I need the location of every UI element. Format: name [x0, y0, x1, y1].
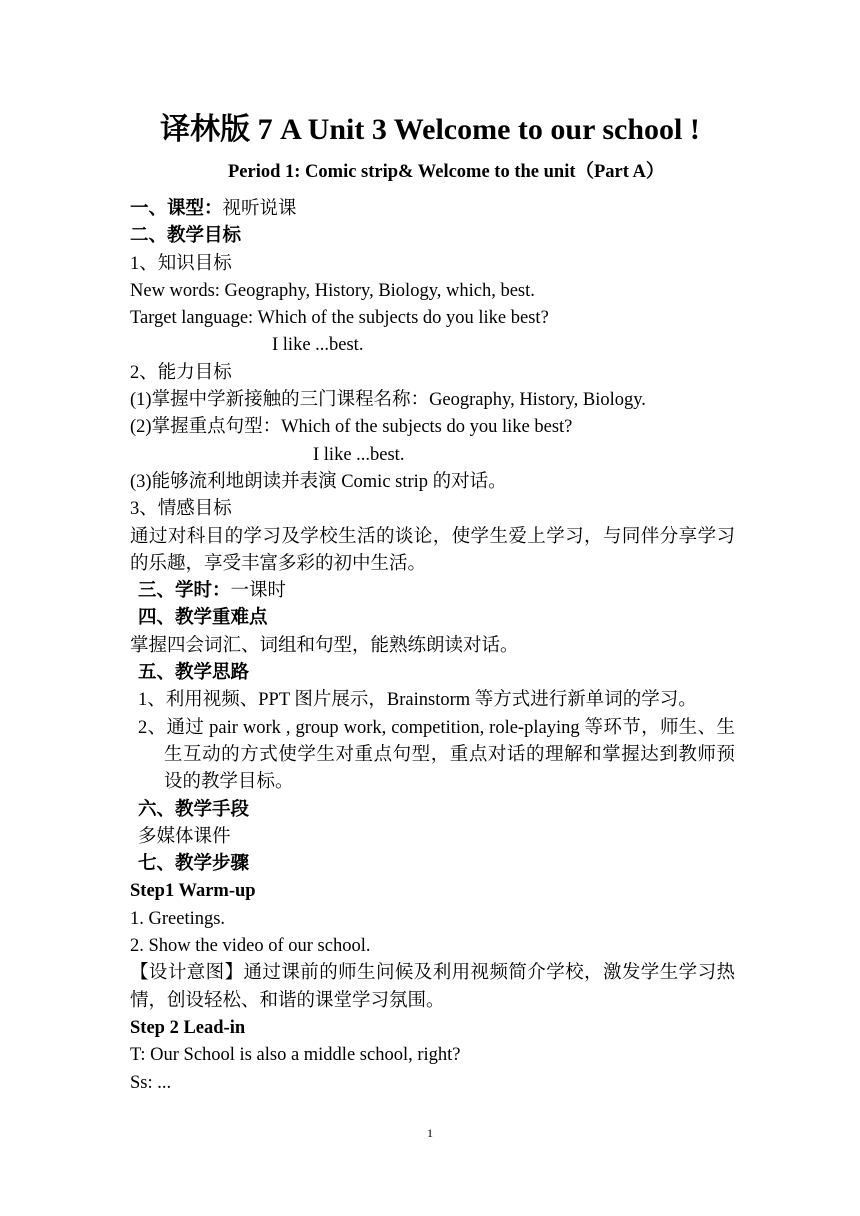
ability-item-2: (2)掌握重点句型：Which of the subjects do you like best?: [130, 417, 573, 438]
means-heading: 六、教学手段: [138, 799, 250, 820]
emotion-heading: 3、情感目标: [130, 499, 232, 520]
steps-heading: 七、教学步骤: [138, 854, 250, 875]
document-subtitle: Period 1: Comic strip& Welcome to the unit（Part A）: [228, 162, 665, 182]
lesson-type-value: 视听说课: [222, 199, 297, 219]
hours-value: 一课时: [230, 581, 287, 602]
ability-item-2-reply: I like ...best.: [313, 444, 405, 465]
objectives-heading: 二、教学目标: [130, 226, 242, 247]
step1-heading: Step1 Warm-up: [130, 881, 256, 902]
step1-intent: 【设计意图】通过课前的师生问候及利用视频简介学校，激发学生学习热情，创设轻松、和谐的课堂学习氛围。: [130, 963, 735, 1011]
knowledge-heading: 1、知识目标: [130, 253, 232, 274]
key-points-text: 掌握四会词汇、词组和句型，能熟练朗读对话。: [130, 635, 519, 656]
ideas-item-2: 2、通过 pair work , group work, competition, role-playing 等环节，师生、生生互动的方式使学生对重点句型，重点对话的理解和掌握达到教师预设的教学目标。: [138, 717, 735, 793]
ability-item-1: (1)掌握中学新接触的三门课程名称：Geography, History, Biology.: [130, 390, 646, 411]
hours-line: [130, 578, 735, 605]
ability-heading: 2、能力目标: [130, 362, 232, 383]
target-reply-line: I like ...best.: [272, 335, 364, 356]
key-points-heading: 四、教学重难点: [138, 608, 268, 629]
hours-label: 三、学时：: [138, 581, 231, 602]
step2-teacher-line: T: Our School is also a middle school, right?: [130, 1045, 461, 1066]
lesson-type-line: [130, 196, 735, 223]
document-title: 译林版 7 A Unit 3 Welcome to our school !: [160, 113, 700, 146]
step2-students-line: Ss: ...: [130, 1072, 172, 1093]
target-language-line: Target language: Which of the subjects do you like best?: [130, 308, 549, 329]
emotion-text: 通过对科目的学习及学校生活的谈论，使学生爱上学习，与同伴分享学习的乐趣，享受丰富多彩的初中生活。: [130, 526, 735, 574]
step1-item-2: 2. Show the video of our school.: [130, 936, 371, 957]
page-number: 1: [427, 1126, 433, 1140]
step1-item-1: 1. Greetings.: [130, 908, 226, 929]
ability-item-3: (3)能够流利地朗读并表演 Comic strip 的对话。: [130, 471, 507, 492]
means-text: 多媒体课件: [138, 826, 231, 847]
new-words-line: New words: Geography, History, Biology, which, best.: [130, 280, 535, 301]
step2-heading: Step 2 Lead-in: [130, 1017, 246, 1038]
document-body: [130, 196, 735, 1097]
lesson-type-label: 一、课型：: [130, 199, 223, 219]
ideas-heading: 五、教学思路: [138, 663, 250, 684]
ideas-item-1: 1、利用视频、PPT 图片展示，Brainstorm 等方式进行新单词的学习。: [138, 690, 697, 711]
